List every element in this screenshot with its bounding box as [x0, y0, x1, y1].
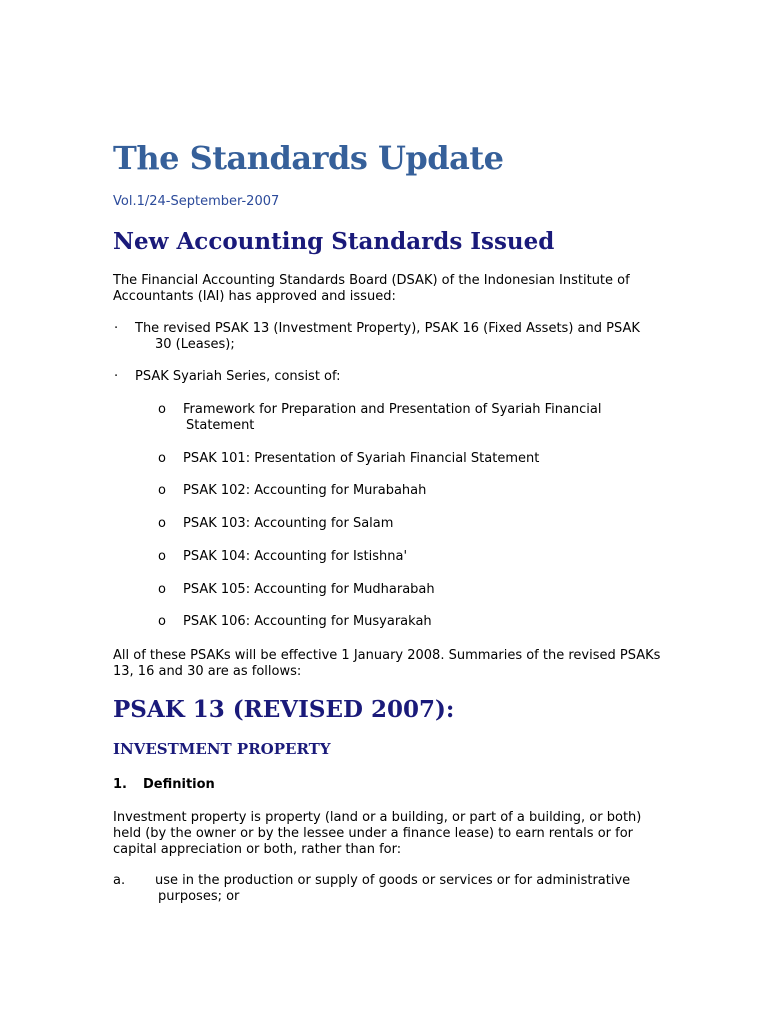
sub-item: PSAK 103: Accounting for Salam	[183, 516, 394, 531]
sub-item: PSAK 101: Presentation of Syariah Financial Statement	[183, 451, 540, 466]
item-a-marker: a.	[113, 873, 126, 888]
item-a-line-2: purposes; or	[158, 889, 240, 904]
closing-line-1: All of these PSAKs will be effective 1 January 2008. Summaries of the revised PSAKs	[113, 648, 661, 663]
sub-item: PSAK 106: Accounting for Musyarakah	[183, 614, 432, 629]
bullet-marker: ·	[114, 321, 119, 336]
definition-line-2: held (by the owner or by the lessee under a finance lease) to earn rentals or for	[113, 826, 633, 841]
sub-item: Framework for Preparation and Presentation of Syariah Financial	[183, 402, 602, 417]
sub-marker: o	[158, 614, 166, 629]
item-a-line-1: use in the production or supply of goods or services or for administrative	[155, 873, 631, 888]
definition-label: Definition	[143, 777, 215, 792]
sub-marker: o	[158, 451, 166, 466]
bullet2-text: PSAK Syariah Series, consist of:	[135, 369, 341, 384]
intro-line-2: Accountants (IAI) has approved and issued:	[113, 289, 396, 304]
bullet1-line-2: 30 (Leases);	[155, 337, 235, 352]
closing-line-2: 13, 16 and 30 are as follows:	[113, 664, 302, 679]
definition-number: 1.	[113, 777, 127, 792]
section-heading-new-standards: New Accounting Standards Issued	[113, 228, 555, 255]
page-title: The Standards Update	[113, 139, 504, 177]
sub-item: PSAK 102: Accounting for Murabahah	[183, 483, 427, 498]
sub-item: PSAK 104: Accounting for Istishna'	[183, 549, 408, 564]
sub-marker: o	[158, 402, 166, 417]
definition-line-3: capital appreciation or both, rather than for:	[113, 842, 402, 857]
intro-line-1: The Financial Accounting Standards Board (DSAK) of the Indonesian Institute of	[113, 273, 630, 288]
bullet1-line-1: The revised PSAK 13 (Investment Property), PSAK 16 (Fixed Assets) and PSAK	[135, 321, 640, 336]
sub-item: PSAK 105: Accounting for Mudharabah	[183, 582, 435, 597]
volume-date: Vol.1/24-September-2007	[113, 194, 280, 209]
sub-marker: o	[158, 582, 166, 597]
section-heading-psak13: PSAK 13 (REVISED 2007):	[113, 696, 455, 723]
bullet-marker: ·	[114, 369, 119, 384]
sub-marker: o	[158, 483, 166, 498]
sub-item-continuation: Statement	[186, 418, 255, 433]
definition-line-1: Investment property is property (land or a building, or part of a building, or both)	[113, 810, 642, 825]
sub-marker: o	[158, 549, 166, 564]
sub-marker: o	[158, 516, 166, 531]
subheading-investment-property: INVESTMENT PROPERTY	[113, 740, 331, 758]
